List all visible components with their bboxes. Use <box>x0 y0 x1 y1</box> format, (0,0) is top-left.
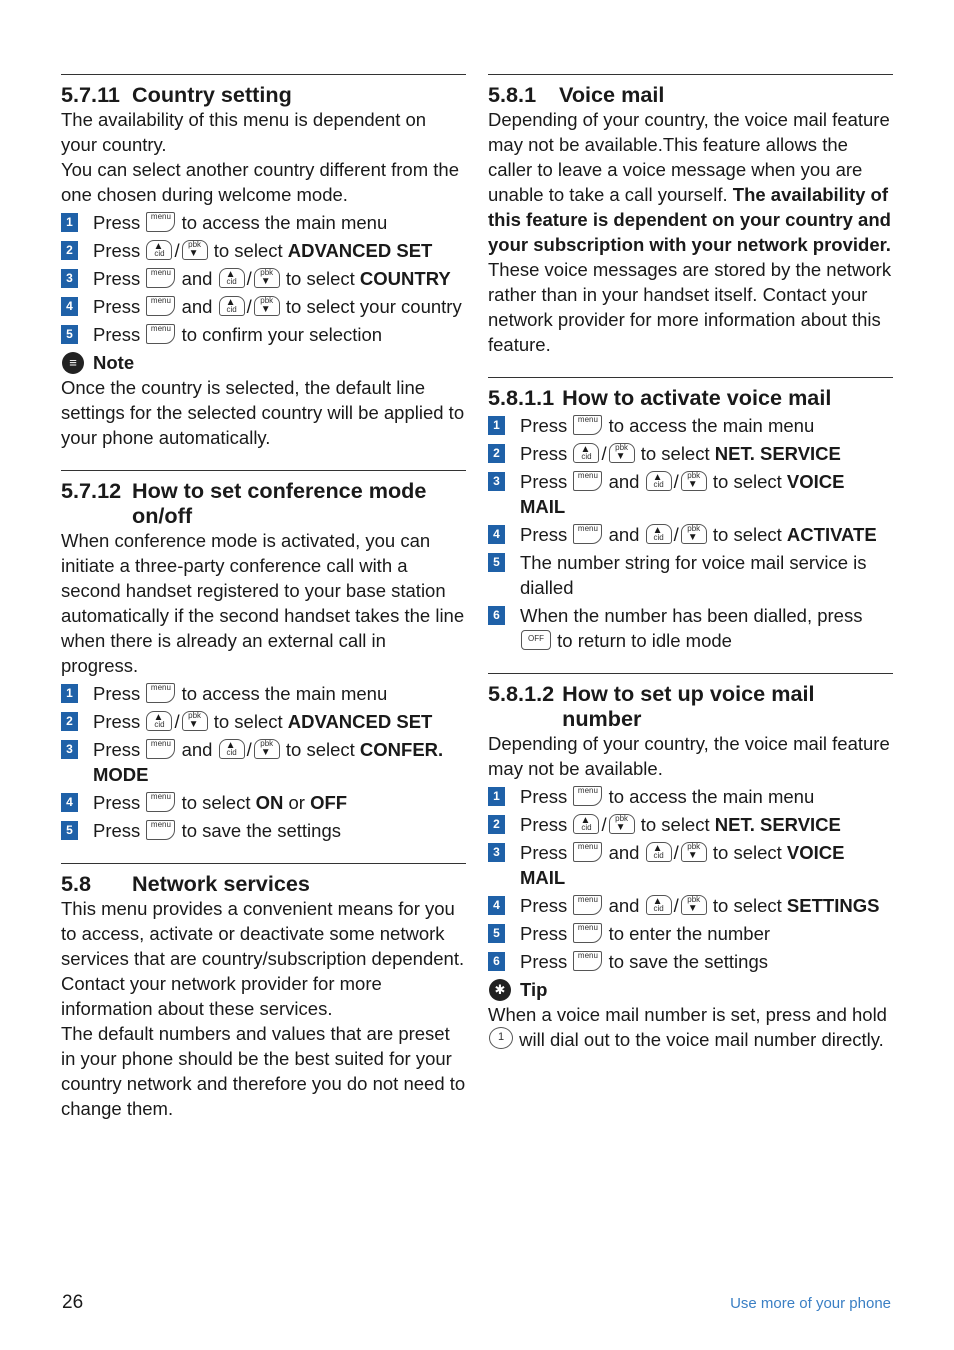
step-text: Press cid ▲ / pbk ▼ to select ADVANCED SET <box>93 711 433 732</box>
step-number-badge: 5 <box>61 821 78 840</box>
page-number: 26 <box>62 1292 84 1313</box>
menu-key-icon: menu <box>573 524 602 544</box>
step-number-badge: 1 <box>61 684 78 703</box>
section-number: 5.8.1 <box>488 82 537 107</box>
step-text: Press menu to save the settings <box>93 820 341 841</box>
section-number: 5.7.12 <box>61 478 122 503</box>
up-key-icon: cid ▲ <box>646 471 672 491</box>
menu-key-icon: menu <box>146 296 175 316</box>
section-heading <box>488 681 893 731</box>
step <box>488 840 893 890</box>
step-number-badge: 5 <box>488 553 505 572</box>
section-country-setting <box>61 74 466 450</box>
step-number-badge: 3 <box>61 269 78 288</box>
section-title: How to activate voice mail <box>562 385 832 410</box>
section-voice-mail <box>488 74 893 357</box>
section-heading <box>488 82 893 107</box>
step <box>488 921 893 946</box>
step <box>488 413 893 438</box>
paragraph: You can select another country different from the one chosen during welcome mode. <box>61 159 459 205</box>
note-text: Once the country is selected, the default line settings for the selected country will be applied to your phone automatically. <box>61 377 465 448</box>
step <box>488 441 893 466</box>
up-key-icon: cid ▲ <box>573 443 599 463</box>
step-text: Press cid ▲ / pbk ▼ to select NET. SERVICE <box>520 814 841 835</box>
section-number: 5.8.1.2 <box>488 681 555 706</box>
step <box>61 818 466 843</box>
menu-key-icon: menu <box>146 792 175 812</box>
menu-key-icon: menu <box>573 895 602 915</box>
step-number-badge: 4 <box>61 297 78 316</box>
menu-key-icon: menu <box>573 471 602 491</box>
up-key-icon: cid ▲ <box>646 842 672 862</box>
paragraph: The availability of this menu is dependent on your country. <box>61 109 427 155</box>
section-heading <box>488 385 893 410</box>
section-number: 5.8 <box>61 871 92 896</box>
section-heading <box>61 871 466 896</box>
menu-key-icon: menu <box>146 324 175 344</box>
note-label: Note <box>93 352 135 373</box>
tip-label: Tip <box>520 979 548 1000</box>
step-number-badge: 5 <box>61 325 78 344</box>
note-callout <box>61 350 466 375</box>
down-key-icon: pbk ▼ <box>182 711 208 731</box>
step-text: Press menu and cid ▲ / pbk ▼ to select COUNTRY <box>93 268 451 289</box>
down-key-icon: pbk ▼ <box>681 471 707 491</box>
step <box>488 469 893 519</box>
step <box>61 709 466 734</box>
section-activate-voice-mail <box>488 377 893 653</box>
left-column <box>61 74 466 1141</box>
tip-callout <box>488 977 893 1002</box>
step-number-badge: 1 <box>488 416 505 435</box>
step <box>488 550 893 600</box>
up-key-icon: cid ▲ <box>573 814 599 834</box>
step-text: When the number has been dialled, press OFF to return to idle mode <box>520 605 863 651</box>
menu-key-icon: menu <box>146 820 175 840</box>
down-key-icon: pbk ▼ <box>681 895 707 915</box>
step-text: Press menu and cid ▲ / pbk ▼ to select SETTINGS <box>520 895 880 916</box>
step-number-badge: 1 <box>488 787 505 806</box>
menu-key-icon: menu <box>573 415 602 435</box>
step-text: Press menu to enter the number <box>520 923 771 944</box>
section-title: How to set up voice mail number <box>562 681 815 731</box>
step-text: Press menu to save the settings <box>520 951 768 972</box>
section-heading <box>61 82 466 107</box>
step <box>488 784 893 809</box>
step <box>61 737 466 787</box>
end-call-key-icon: OFF <box>521 630 551 650</box>
section-number: 5.8.1.1 <box>488 385 555 410</box>
step <box>61 681 466 706</box>
step-number-badge: 3 <box>488 472 505 491</box>
paragraph: This menu provides a convenient means for you to access, activate or deactivate some network services that are country/subscription dependent. Contact your network provider for more information about these services. <box>61 898 465 1019</box>
step-number-badge: 6 <box>488 606 505 625</box>
step <box>61 294 466 319</box>
step <box>488 522 893 547</box>
step-number-badge: 2 <box>488 815 505 834</box>
step-text: Press menu and cid ▲ / pbk ▼ to select VOICE MAIL <box>520 471 845 517</box>
step-number-badge: 4 <box>488 525 505 544</box>
tip-icon: ✱ <box>489 979 511 1001</box>
section-title: Network services <box>132 871 310 896</box>
section-heading <box>61 478 466 528</box>
up-key-icon: cid ▲ <box>646 895 672 915</box>
step-number-badge: 1 <box>61 213 78 232</box>
step-text: Press menu and cid ▲ / pbk ▼ to select ACTIVATE <box>520 524 877 545</box>
step <box>61 210 466 235</box>
step-text: The number string for voice mail service is dialled <box>520 552 867 598</box>
step-number-badge: 2 <box>488 444 505 463</box>
up-key-icon: cid ▲ <box>146 240 172 260</box>
down-key-icon: pbk ▼ <box>609 814 635 834</box>
step-number-badge: 4 <box>61 793 78 812</box>
up-key-icon: cid ▲ <box>219 296 245 316</box>
paragraph: Depending of your country, the voice mail feature may not be available. <box>488 733 890 779</box>
step-text: Press menu and cid ▲ / pbk ▼ to select VOICE MAIL <box>520 842 845 888</box>
step <box>488 949 893 974</box>
step <box>61 322 466 347</box>
section-number: 5.7.11 <box>61 82 120 107</box>
menu-key-icon: menu <box>573 923 602 943</box>
up-key-icon: cid ▲ <box>219 268 245 288</box>
section-conference-mode <box>61 470 466 843</box>
footer-section-title: Use more of your phone <box>730 1295 891 1312</box>
step-number-badge: 5 <box>488 924 505 943</box>
section-title: How to set conference mode on/off <box>132 478 427 528</box>
step-text: Press menu to access the main menu <box>520 786 815 807</box>
section-title: Voice mail <box>559 82 665 107</box>
step-text: Press menu and cid ▲ / pbk ▼ to select CONFER. MODE <box>93 739 444 785</box>
step <box>488 603 893 653</box>
step-number-badge: 6 <box>488 952 505 971</box>
step <box>61 238 466 263</box>
menu-key-icon: menu <box>146 212 175 232</box>
section-set-voice-mail-number <box>488 673 893 1052</box>
section-title: Country setting <box>132 82 292 107</box>
down-key-icon: pbk ▼ <box>254 739 280 759</box>
menu-key-icon: menu <box>146 268 175 288</box>
step <box>61 790 466 815</box>
step-text: Press cid ▲ / pbk ▼ to select NET. SERVICE <box>520 443 841 464</box>
step-text: Press menu to access the main menu <box>93 212 388 233</box>
down-key-icon: pbk ▼ <box>254 296 280 316</box>
step <box>488 812 893 837</box>
up-key-icon: cid ▲ <box>146 711 172 731</box>
menu-key-icon: menu <box>573 951 602 971</box>
step-text: Press menu to access the main menu <box>93 683 388 704</box>
right-column <box>488 74 893 1072</box>
step-number-badge: 4 <box>488 896 505 915</box>
section-network-services <box>61 863 466 1121</box>
paragraph: The default numbers and values that are preset in your phone should be the best suited for your country network and therefore you do not need to change them. <box>61 1023 466 1119</box>
menu-key-icon: menu <box>146 683 175 703</box>
down-key-icon: pbk ▼ <box>609 443 635 463</box>
down-key-icon: pbk ▼ <box>681 842 707 862</box>
menu-key-icon: menu <box>573 842 602 862</box>
up-key-icon: cid ▲ <box>219 739 245 759</box>
down-key-icon: pbk ▼ <box>254 268 280 288</box>
step-text: Press menu to access the main menu <box>520 415 815 436</box>
step-number-badge: 2 <box>61 241 78 260</box>
note-icon: ≡ <box>62 352 84 374</box>
tip-text: When a voice mail number is set, press and hold 1 will dial out to the voice mail number directly. <box>488 1004 887 1050</box>
paragraph: When conference mode is activated, you can initiate a three-party conference call with a second handset registered to your base station automatically if the second handset takes the line when there is already an external call in progress. <box>61 530 465 676</box>
down-key-icon: pbk ▼ <box>182 240 208 260</box>
up-key-icon: cid ▲ <box>646 524 672 544</box>
step-text: Press menu to confirm your selection <box>93 324 383 345</box>
step-text: Press menu and cid ▲ / pbk ▼ to select your country <box>93 296 462 317</box>
step-text: Press cid ▲ / pbk ▼ to select ADVANCED SET <box>93 240 433 261</box>
voicemail-key-icon: 1 <box>489 1027 513 1049</box>
step-number-badge: 3 <box>61 740 78 759</box>
down-key-icon: pbk ▼ <box>681 524 707 544</box>
step-text: Press menu to select ON or OFF <box>93 792 348 813</box>
step-number-badge: 2 <box>61 712 78 731</box>
menu-key-icon: menu <box>573 786 602 806</box>
step <box>61 266 466 291</box>
paragraph: Depending of your country, the voice mail feature may not be available.This feature allows the caller to leave a voice message when you are unable to take a call yourself. The availability of this feature is dependent on your country and your subscription with your network provider. These voice messages are stored by the network rather than in your handset itself. Contact your network provider for more information about this feature. <box>488 109 892 355</box>
menu-key-icon: menu <box>146 739 175 759</box>
step-number-badge: 3 <box>488 843 505 862</box>
step <box>488 893 893 918</box>
